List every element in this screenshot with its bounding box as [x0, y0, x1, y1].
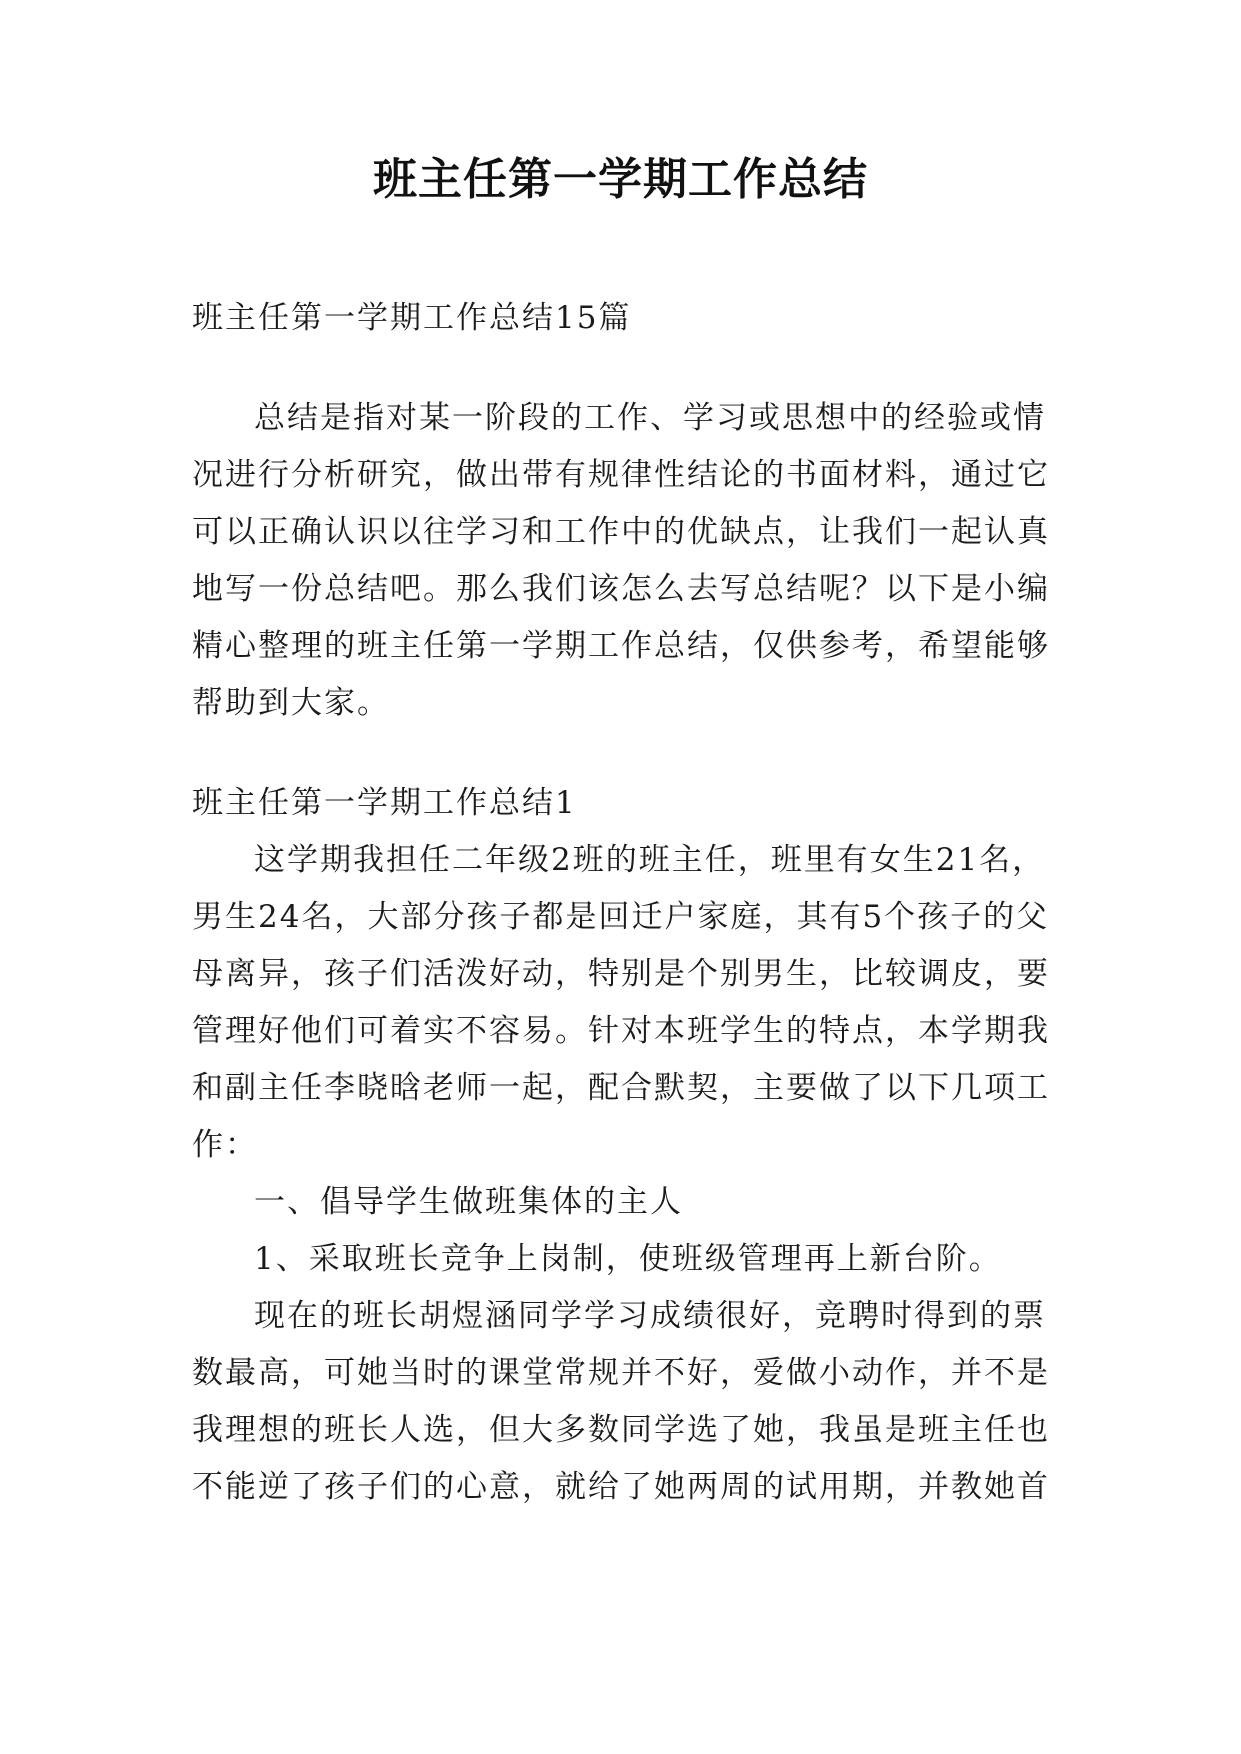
- body-list-item: 1、采取班长竞争上岗制，使班级管理再上新台阶。: [254, 1241, 1002, 1277]
- section-heading: 班主任第一学期工作总结1: [192, 785, 577, 821]
- document-body: [192, 290, 1052, 1516]
- body-subheading: 一、倡导学生做班集体的主人: [254, 1184, 683, 1220]
- section-spacer: [192, 732, 1052, 775]
- document-subtitle: 班主任第一学期工作总结15篇: [192, 300, 632, 336]
- body-paragraph: 这学期我担任二年级2班的班主任，班里有女生21名，男生24名，大部分孩子都是回迁户家庭，其有5个孩子的父母离异，孩子们活泼好动，特别是个别男生，比较调皮，要管理好他们可着实不容易。针对本班学生的特点，本学期我和副主任李晓晗老师一起，配合默契，主要做了以下几项工作：: [192, 842, 1050, 1163]
- document-title: 班主任第一学期工作总结: [373, 154, 868, 205]
- body-paragraph: 现在的班长胡煜涵同学学习成绩很好，竞聘时得到的票数最高，可她当时的课堂常规并不好，爱做小动作，并不是我理想的班长人选，但大多数同学选了她，我虽是班主任也不能逆了孩子们的心意，就给了她两周的试用期，并教她首: [192, 1298, 1050, 1505]
- intro-paragraph: 总结是指对某一阶段的工作、学习或思想中的经验或情况进行分析研究，做出带有规律性结论的书面材料，通过它可以正确认识以往学习和工作中的优缺点，让我们一起认真地写一份总结吧。那么我们该怎么去写总结呢？以下是小编精心整理的班主任第一学期工作总结，仅供参考，希望能够帮助到大家。: [192, 400, 1050, 721]
